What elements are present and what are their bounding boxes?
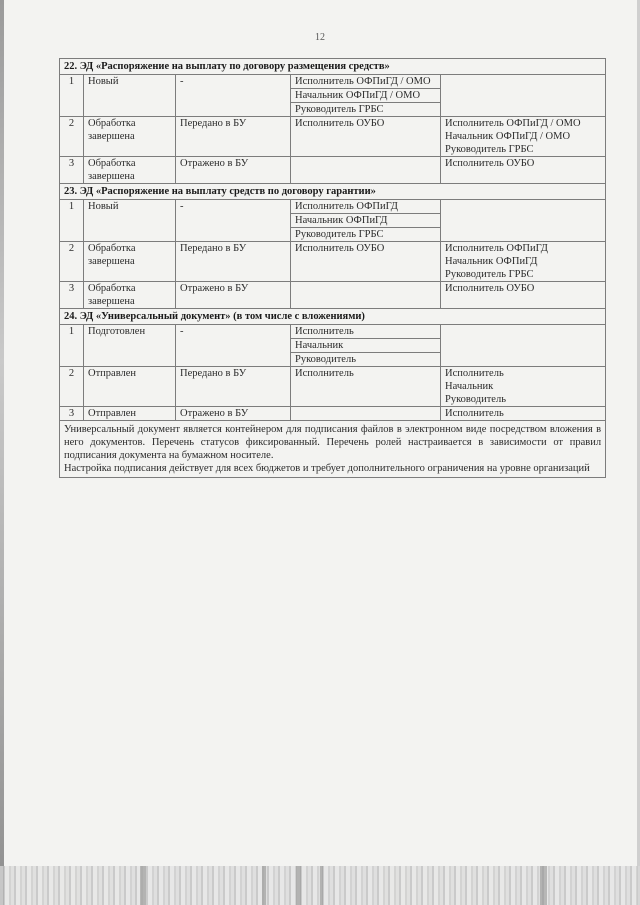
table-row [60,325,606,339]
viewer-line: Руководитель ГРБС [445,269,534,280]
status-cell: Обработка завершена [84,282,176,309]
row-number: 3 [60,157,84,184]
action-cell: Отражено в БУ [176,157,291,184]
table-row [60,242,606,282]
viewer-cell [441,75,606,117]
row-number: 2 [60,117,84,157]
note-paragraph: Универсальный документ является контейнером для подписания файлов в электронном виде посредством вложения в него документов. Перечень статусов фиксированный. Перечень ролей настраивается в зависимости от правил подписания документа на бумажном носителе. [64,424,602,461]
viewer-cell [441,200,606,242]
viewer-cell: Исполнитель [441,407,606,421]
action-cell: - [176,200,291,242]
scan-noise-strip [0,866,640,905]
signer-cell: Начальник ОФПиГД [291,214,441,228]
scan-artifact [140,866,146,905]
table-row [60,200,606,214]
row-number: 2 [60,367,84,407]
signer-cell: Руководитель ГРБС [291,228,441,242]
signer-cell: Исполнитель [291,367,441,407]
signer-cell: Начальник [291,339,441,353]
signer-cell [291,282,441,309]
row-number: 3 [60,282,84,309]
signer-cell: Исполнитель [291,325,441,339]
viewer-line: Исполнитель ОФПиГД / ОМО [445,118,581,129]
table-row [60,407,606,421]
scan-artifact [540,866,547,905]
row-number: 1 [60,325,84,367]
viewer-cell [441,117,606,157]
viewer-cell: Исполнитель ОУБО [441,157,606,184]
scan-artifact [262,866,266,905]
table-row [60,157,606,184]
signer-cell [291,157,441,184]
row-number: 1 [60,200,84,242]
viewer-line: Руководитель ГРБС [445,144,534,155]
note-cell [60,421,606,478]
status-cell: Обработка завершена [84,242,176,282]
status-cell: Отправлен [84,407,176,421]
table-row [60,117,606,157]
section-header-row [60,59,606,75]
section-title: 22. ЭД «Распоряжение на выплату по договору размещения средств» [60,59,606,75]
action-cell: Передано в БУ [176,367,291,407]
section-header-row [60,184,606,200]
section-title: 24. ЭД «Универсальный документ» (в том числе с вложениями) [60,309,606,325]
signer-cell: Исполнитель ОУБО [291,242,441,282]
action-cell: Передано в БУ [176,242,291,282]
viewer-cell [441,367,606,407]
action-cell: - [176,325,291,367]
status-cell: Отправлен [84,367,176,407]
viewer-line: Исполнитель ОФПиГД [445,243,548,254]
viewer-line: Начальник ОФПиГД / ОМО [445,131,571,142]
signer-cell: Исполнитель ОФПиГД [291,200,441,214]
row-number: 1 [60,75,84,117]
workflow-table [59,58,606,478]
section-header-row [60,309,606,325]
viewer-line: Исполнитель [445,368,504,379]
note-paragraph: Настройка подписания действует для всех бюджетов и требует дополнительного ограничения на уровне организаций [64,463,590,474]
status-cell: Обработка завершена [84,117,176,157]
action-cell: Передано в БУ [176,117,291,157]
scan-artifact [320,866,323,905]
table-row [60,367,606,407]
section-title: 23. ЭД «Распоряжение на выплату средств по договору гарантии» [60,184,606,200]
row-number: 3 [60,407,84,421]
table-row [60,75,606,89]
table-row [60,282,606,309]
viewer-cell [441,325,606,367]
status-cell: Обработка завершена [84,157,176,184]
action-cell: Отражено в БУ [176,407,291,421]
scan-artifact [296,866,301,905]
note-row [60,421,606,478]
signer-cell: Начальник ОФПиГД / ОМО [291,89,441,103]
viewer-line: Начальник ОФПиГД [445,256,538,267]
signer-cell: Исполнитель ОУБО [291,117,441,157]
scan-left-edge [0,0,4,905]
viewer-line: Руководитель [445,394,506,405]
viewer-line: Начальник [445,381,494,392]
viewer-cell [441,242,606,282]
status-cell: Новый [84,75,176,117]
status-cell: Новый [84,200,176,242]
status-cell: Подготовлен [84,325,176,367]
action-cell: - [176,75,291,117]
signer-cell: Исполнитель ОФПиГД / ОМО [291,75,441,89]
row-number: 2 [60,242,84,282]
action-cell: Отражено в БУ [176,282,291,309]
signer-cell: Руководитель ГРБС [291,103,441,117]
viewer-cell: Исполнитель ОУБО [441,282,606,309]
page-number: 12 [315,32,325,43]
signer-cell: Руководитель [291,353,441,367]
signer-cell [291,407,441,421]
